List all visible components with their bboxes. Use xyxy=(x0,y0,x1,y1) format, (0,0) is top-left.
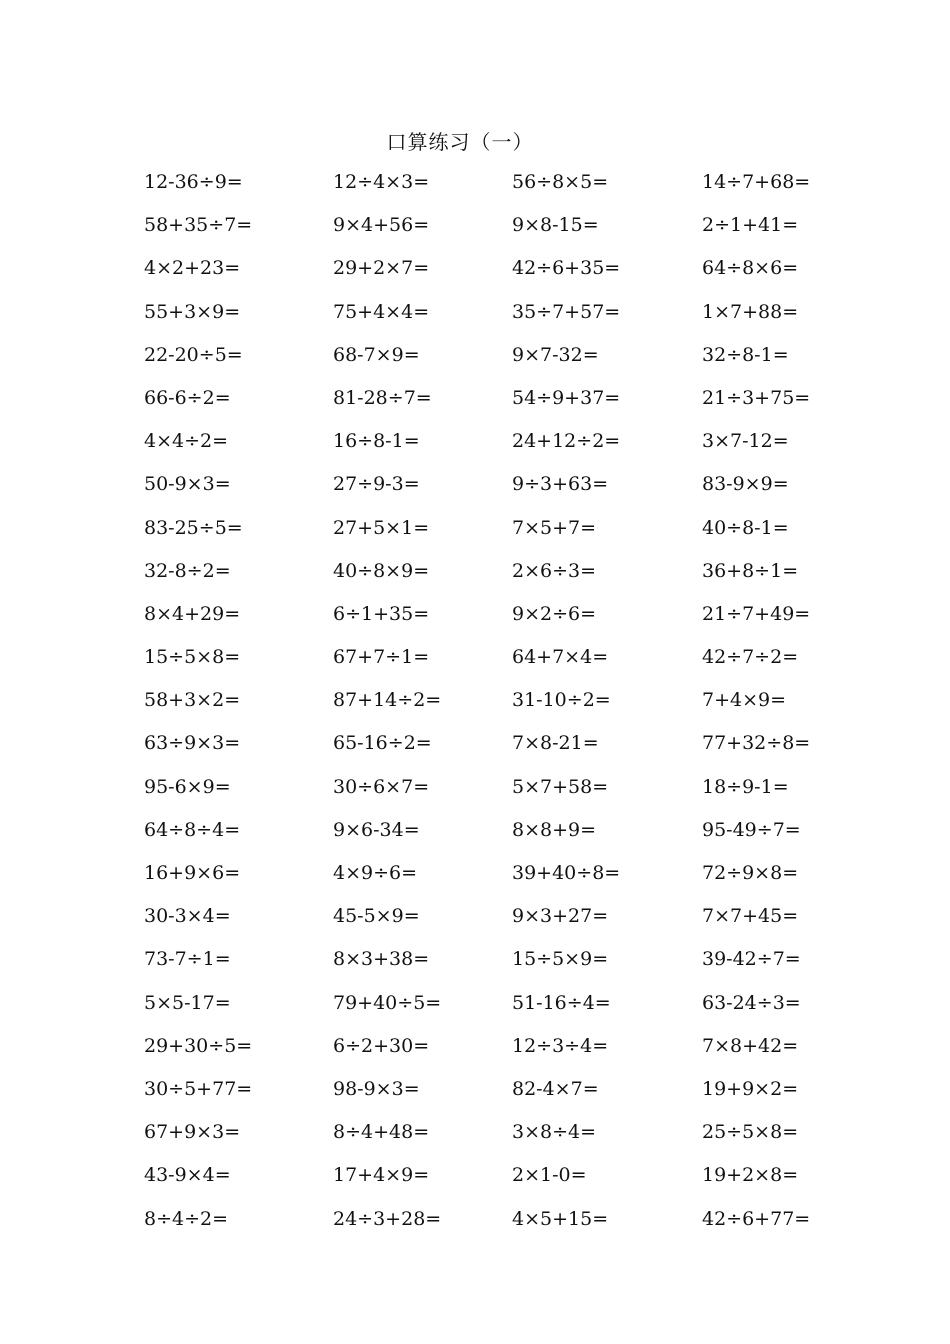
problem-item: 40÷8-1= xyxy=(702,516,789,539)
problem-item: 42÷6+35= xyxy=(512,257,621,280)
problem-item: 32÷8-1= xyxy=(702,343,789,366)
problem-item: 55+3×9= xyxy=(144,300,241,323)
problem-item: 2÷1+41= xyxy=(702,214,799,237)
problem-item: 67+9×3= xyxy=(144,1121,241,1144)
problem-item: 7×8+42= xyxy=(702,1034,799,1057)
problem-item: 3×7-12= xyxy=(702,430,789,453)
problem-item: 98-9×3= xyxy=(333,1077,420,1100)
problem-item: 4×5+15= xyxy=(512,1207,609,1230)
problem-item: 39+40÷8= xyxy=(512,862,621,884)
problem-item: 6÷1+35= xyxy=(333,602,430,625)
problem-item: 45-5×9= xyxy=(333,905,420,928)
problem-item: 35÷7+57= xyxy=(512,300,621,323)
problem-item: 9×7-32= xyxy=(512,343,599,366)
problem-item: 7×7+45= xyxy=(702,905,799,928)
problem-item: 65-16÷2= xyxy=(333,732,432,755)
worksheet-title: 口算练习（一） xyxy=(386,130,534,154)
problem-item: 8÷4÷2= xyxy=(144,1207,229,1230)
problem-item: 77+32÷8= xyxy=(702,732,811,755)
problem-item: 83-9×9= xyxy=(702,473,789,496)
problem-item: 21÷3+75= xyxy=(702,386,811,409)
problem-item: 83-25÷5= xyxy=(144,516,243,539)
problem-item: 95-49÷7= xyxy=(702,818,801,841)
problem-item: 15÷5×8= xyxy=(144,646,241,669)
problem-item: 42÷6+77= xyxy=(702,1207,811,1230)
problem-item: 9×6-34= xyxy=(333,818,420,841)
problem-item: 6÷2+30= xyxy=(333,1034,430,1057)
problem-item: 73-7÷1= xyxy=(144,948,231,971)
problem-item: 42÷7÷2= xyxy=(702,646,799,669)
problem-item: 43-9×4= xyxy=(144,1164,231,1187)
problem-item: 12÷4×3= xyxy=(333,171,430,193)
problem-item: 2×6÷3= xyxy=(512,559,597,582)
problem-item: 19+2×8= xyxy=(702,1164,799,1187)
problem-item: 95-6×9= xyxy=(144,775,231,798)
problem-item: 8÷4+48= xyxy=(333,1121,430,1144)
problem-item: 75+4×4= xyxy=(333,300,430,323)
problem-item: 17+4×9= xyxy=(333,1164,430,1187)
problem-item: 12÷3÷4= xyxy=(512,1034,609,1057)
problem-item: 27+5×1= xyxy=(333,516,430,539)
problem-item: 66-6÷2= xyxy=(144,386,231,409)
problem-item: 40÷8×9= xyxy=(333,559,430,582)
problem-item: 9÷3+63= xyxy=(512,473,609,496)
problem-item: 29+30÷5= xyxy=(144,1034,253,1057)
problem-item: 16÷8-1= xyxy=(333,430,420,453)
problem-item: 24÷3+28= xyxy=(333,1207,442,1230)
problem-item: 39-42÷7= xyxy=(702,948,801,971)
problem-item: 24+12÷2= xyxy=(512,430,621,453)
problem-item: 5×7+58= xyxy=(512,775,609,798)
problem-item: 67+7÷1= xyxy=(333,646,430,669)
problem-item: 58+35÷7= xyxy=(144,214,253,237)
problem-item: 3×8÷4= xyxy=(512,1121,597,1144)
problem-item: 2×1-0= xyxy=(512,1164,587,1187)
problem-item: 7×5+7= xyxy=(512,516,597,539)
problem-item: 4×2+23= xyxy=(144,257,241,280)
problem-item: 63÷9×3= xyxy=(144,732,241,755)
problem-item: 19+9×2= xyxy=(702,1077,799,1100)
problem-item: 30÷5+77= xyxy=(144,1077,253,1100)
problem-item: 32-8÷2= xyxy=(144,559,231,582)
problem-item: 68-7×9= xyxy=(333,343,420,366)
problem-item: 9×4+56= xyxy=(333,214,430,237)
problem-item: 4×4÷2= xyxy=(144,430,229,453)
problem-item: 64+7×4= xyxy=(512,646,609,669)
problem-item: 25÷5×8= xyxy=(702,1121,799,1144)
problem-item: 58+3×2= xyxy=(144,689,241,712)
problem-item: 29+2×7= xyxy=(333,257,430,280)
problem-item: 30-3×4= xyxy=(144,905,231,928)
problem-item: 22-20÷5= xyxy=(144,343,243,366)
problem-item: 54÷9+37= xyxy=(512,386,621,409)
problem-item: 72÷9×8= xyxy=(702,862,799,884)
problem-item: 31-10÷2= xyxy=(512,689,611,712)
problem-item: 7×8-21= xyxy=(512,732,599,755)
problem-item: 8×4+29= xyxy=(144,602,241,625)
problem-item: 50-9×3= xyxy=(144,473,231,496)
problem-item: 15÷5×9= xyxy=(512,948,609,971)
problem-item: 81-28÷7= xyxy=(333,386,432,409)
problem-item: 82-4×7= xyxy=(512,1077,599,1100)
problem-item: 8×8+9= xyxy=(512,818,597,841)
problem-item: 51-16÷4= xyxy=(512,991,611,1014)
problem-item: 36+8÷1= xyxy=(702,559,799,582)
problem-item: 87+14÷2= xyxy=(333,689,442,712)
problem-item: 9×3+27= xyxy=(512,905,609,928)
problem-item: 79+40÷5= xyxy=(333,991,442,1014)
problem-item: 4×9÷6= xyxy=(333,862,418,884)
problem-item: 64÷8×6= xyxy=(702,257,799,280)
problem-item: 56÷8×5= xyxy=(512,171,609,193)
problem-item: 63-24÷3= xyxy=(702,991,801,1014)
problem-item: 27÷9-3= xyxy=(333,473,420,496)
problem-item: 21÷7+49= xyxy=(702,602,811,625)
problem-item: 5×5-17= xyxy=(144,991,231,1014)
problem-item: 64÷8÷4= xyxy=(144,818,241,841)
problem-item: 7+4×9= xyxy=(702,689,787,712)
problem-item: 14÷7+68= xyxy=(702,171,811,193)
problem-item: 18÷9-1= xyxy=(702,775,789,798)
problem-item: 9×8-15= xyxy=(512,214,599,237)
problem-item: 1×7+88= xyxy=(702,300,799,323)
problem-item: 9×2÷6= xyxy=(512,602,597,625)
problem-item: 8×3+38= xyxy=(333,948,430,971)
problem-item: 16+9×6= xyxy=(144,862,241,884)
problem-item: 12-36÷9= xyxy=(144,171,243,193)
problem-item: 30÷6×7= xyxy=(333,775,430,798)
